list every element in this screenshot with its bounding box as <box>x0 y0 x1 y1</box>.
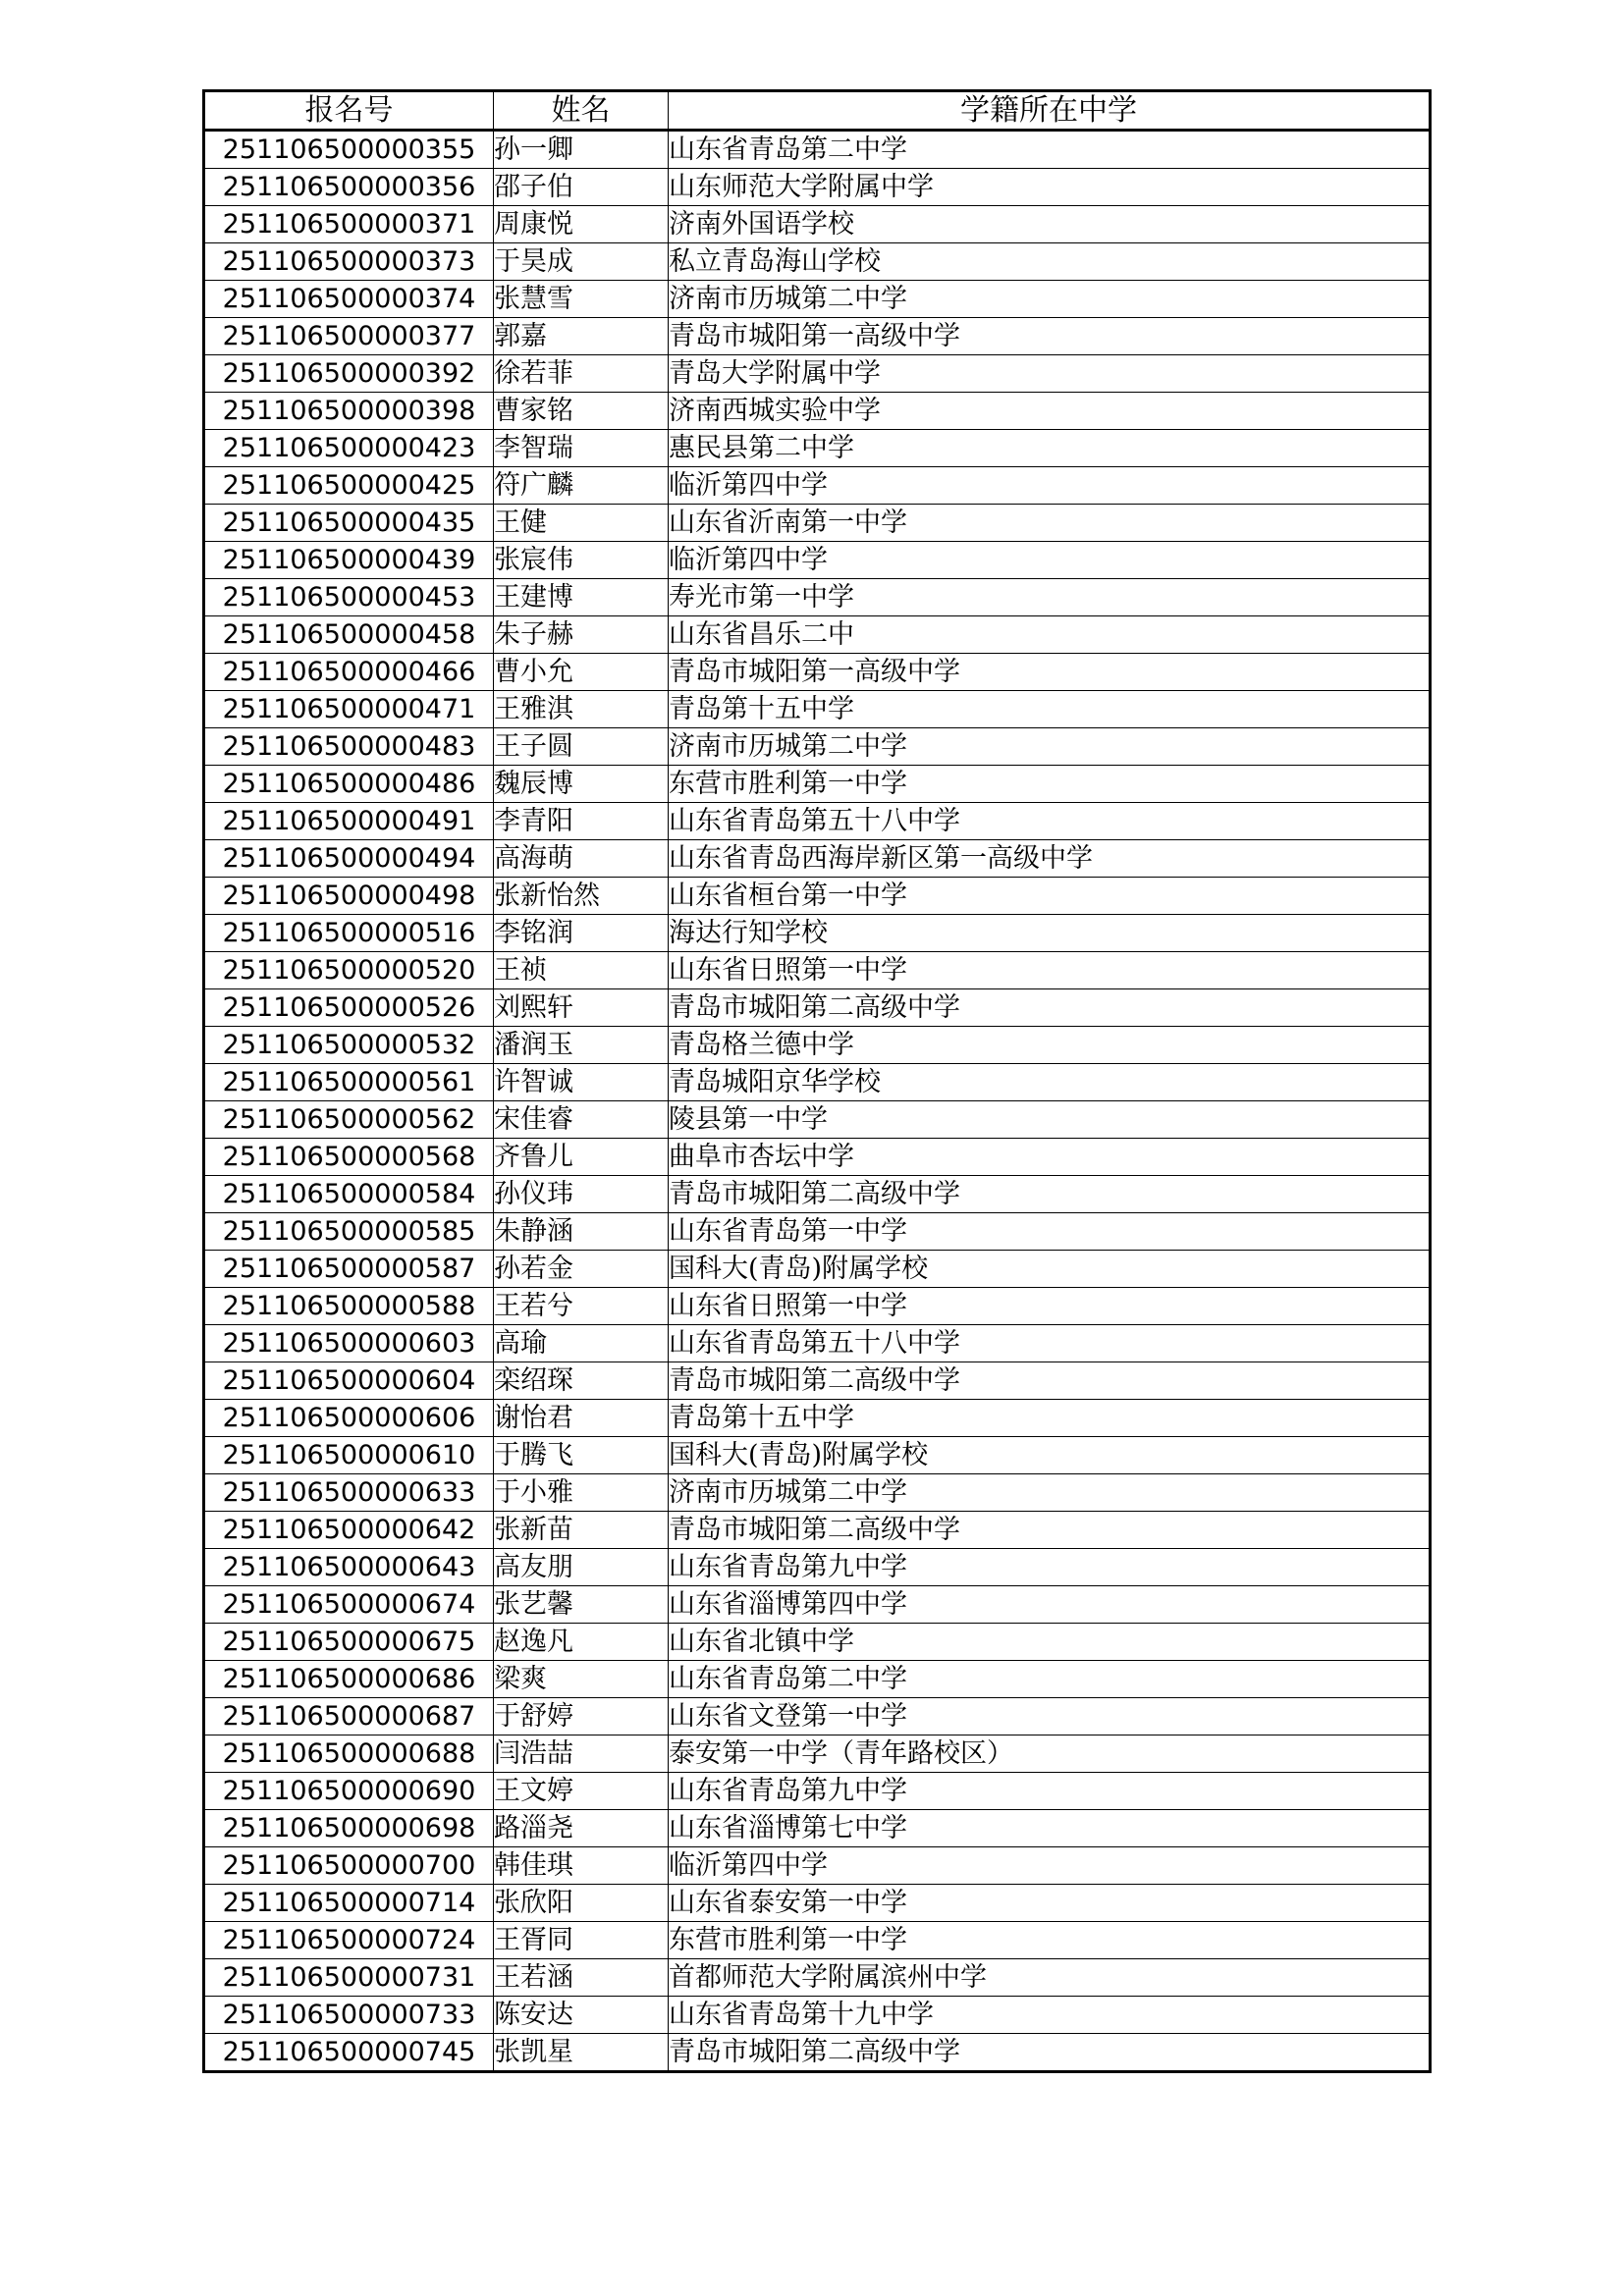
student-name-cell: 闫浩喆 <box>494 1735 669 1773</box>
student-name-cell: 于舒婷 <box>494 1698 669 1735</box>
student-name-cell: 张欣阳 <box>494 1885 669 1922</box>
student-name-cell: 王祯 <box>494 952 669 989</box>
school-cell: 青岛城阳京华学校 <box>669 1064 1431 1101</box>
table-row <box>204 281 1431 318</box>
table-row <box>204 467 1431 505</box>
header-school: 学籍所在中学 <box>669 91 1431 131</box>
registration-number-cell: 251106500000520 <box>204 952 494 989</box>
table-row <box>204 1810 1431 1847</box>
school-cell: 青岛市城阳第二高级中学 <box>669 1176 1431 1213</box>
student-name-cell: 朱子赫 <box>494 616 669 654</box>
school-cell: 首都师范大学附属滨州中学 <box>669 1959 1431 1997</box>
header-student-name: 姓名 <box>494 91 669 131</box>
enrollment-table <box>202 89 1432 2073</box>
school-cell: 山东省沂南第一中学 <box>669 505 1431 542</box>
table-row <box>204 1325 1431 1362</box>
table-row <box>204 1512 1431 1549</box>
school-cell: 济南市历城第二中学 <box>669 1474 1431 1512</box>
student-name-cell: 王雅淇 <box>494 691 669 728</box>
table-row <box>204 1586 1431 1624</box>
registration-number-cell: 251106500000568 <box>204 1139 494 1176</box>
header-registration-number: 报名号 <box>204 91 494 131</box>
registration-number-cell: 251106500000643 <box>204 1549 494 1586</box>
table-row <box>204 728 1431 766</box>
school-cell: 山东省桓台第一中学 <box>669 878 1431 915</box>
school-cell: 国科大(青岛)附属学校 <box>669 1437 1431 1474</box>
student-name-cell: 张新苗 <box>494 1512 669 1549</box>
registration-number-cell: 251106500000423 <box>204 430 494 467</box>
table-row <box>204 579 1431 616</box>
registration-number-cell: 251106500000562 <box>204 1101 494 1139</box>
registration-number-cell: 251106500000377 <box>204 318 494 355</box>
registration-number-cell: 251106500000604 <box>204 1362 494 1400</box>
registration-number-cell: 251106500000494 <box>204 840 494 878</box>
registration-number-cell: 251106500000733 <box>204 1997 494 2034</box>
registration-number-cell: 251106500000606 <box>204 1400 494 1437</box>
student-name-cell: 韩佳琪 <box>494 1847 669 1885</box>
student-name-cell: 徐若菲 <box>494 355 669 393</box>
school-cell: 山东省青岛第二中学 <box>669 1661 1431 1698</box>
table-row <box>204 206 1431 243</box>
registration-number-cell: 251106500000435 <box>204 505 494 542</box>
registration-number-cell: 251106500000392 <box>204 355 494 393</box>
student-name-cell: 李铭润 <box>494 915 669 952</box>
table-row <box>204 1698 1431 1735</box>
student-name-cell: 张艺馨 <box>494 1586 669 1624</box>
table-row <box>204 1922 1431 1959</box>
table-row <box>204 2034 1431 2072</box>
student-name-cell: 赵逸凡 <box>494 1624 669 1661</box>
registration-number-cell: 251106500000356 <box>204 169 494 206</box>
student-name-cell: 魏辰博 <box>494 766 669 803</box>
student-name-cell: 宋佳睿 <box>494 1101 669 1139</box>
table-row <box>204 616 1431 654</box>
school-cell: 山东省淄博第四中学 <box>669 1586 1431 1624</box>
registration-number-cell: 251106500000698 <box>204 1810 494 1847</box>
school-cell: 惠民县第二中学 <box>669 430 1431 467</box>
school-cell: 临沂第四中学 <box>669 467 1431 505</box>
table-row <box>204 803 1431 840</box>
table-row <box>204 430 1431 467</box>
student-name-cell: 于小雅 <box>494 1474 669 1512</box>
registration-number-cell: 251106500000532 <box>204 1027 494 1064</box>
student-name-cell: 曹小允 <box>494 654 669 691</box>
table-row <box>204 1064 1431 1101</box>
school-cell: 青岛第十五中学 <box>669 691 1431 728</box>
table-row <box>204 355 1431 393</box>
table-row <box>204 1997 1431 2034</box>
student-name-cell: 邵子伯 <box>494 169 669 206</box>
table-row <box>204 505 1431 542</box>
student-name-cell: 路淄尧 <box>494 1810 669 1847</box>
table-row <box>204 1288 1431 1325</box>
school-cell: 山东省泰安第一中学 <box>669 1885 1431 1922</box>
school-cell: 山东省日照第一中学 <box>669 952 1431 989</box>
table-header-row <box>204 91 1431 131</box>
table-body <box>204 131 1431 2072</box>
registration-number-cell: 251106500000633 <box>204 1474 494 1512</box>
table-row <box>204 1847 1431 1885</box>
registration-number-cell: 251106500000471 <box>204 691 494 728</box>
registration-number-cell: 251106500000491 <box>204 803 494 840</box>
registration-number-cell: 251106500000516 <box>204 915 494 952</box>
registration-number-cell: 251106500000425 <box>204 467 494 505</box>
student-name-cell: 于昊成 <box>494 243 669 281</box>
table-row <box>204 654 1431 691</box>
registration-number-cell: 251106500000439 <box>204 542 494 579</box>
school-cell: 山东省青岛第二中学 <box>669 131 1431 169</box>
registration-number-cell: 251106500000642 <box>204 1512 494 1549</box>
school-cell: 青岛大学附属中学 <box>669 355 1431 393</box>
student-name-cell: 周康悦 <box>494 206 669 243</box>
registration-number-cell: 251106500000587 <box>204 1251 494 1288</box>
school-cell: 青岛市城阳第一高级中学 <box>669 654 1431 691</box>
student-name-cell: 王若兮 <box>494 1288 669 1325</box>
table-row <box>204 1549 1431 1586</box>
registration-number-cell: 251106500000498 <box>204 878 494 915</box>
registration-number-cell: 251106500000675 <box>204 1624 494 1661</box>
registration-number-cell: 251106500000687 <box>204 1698 494 1735</box>
school-cell: 山东省青岛第十九中学 <box>669 1997 1431 2034</box>
student-name-cell: 高友朋 <box>494 1549 669 1586</box>
registration-number-cell: 251106500000466 <box>204 654 494 691</box>
student-name-cell: 栾绍琛 <box>494 1362 669 1400</box>
table-row <box>204 1101 1431 1139</box>
school-cell: 寿光市第一中学 <box>669 579 1431 616</box>
table-row <box>204 1773 1431 1810</box>
table-row <box>204 1176 1431 1213</box>
school-cell: 山东省昌乐二中 <box>669 616 1431 654</box>
table-row <box>204 1735 1431 1773</box>
school-cell: 济南西城实验中学 <box>669 393 1431 430</box>
school-cell: 山东省青岛第九中学 <box>669 1773 1431 1810</box>
student-name-cell: 王子圆 <box>494 728 669 766</box>
table-row <box>204 1474 1431 1512</box>
school-cell: 山东省青岛西海岸新区第一高级中学 <box>669 840 1431 878</box>
school-cell: 东营市胜利第一中学 <box>669 766 1431 803</box>
student-name-cell: 张新怡然 <box>494 878 669 915</box>
table-row <box>204 1400 1431 1437</box>
student-name-cell: 曹家铭 <box>494 393 669 430</box>
school-cell: 私立青岛海山学校 <box>669 243 1431 281</box>
student-name-cell: 张慧雪 <box>494 281 669 318</box>
registration-number-cell: 251106500000526 <box>204 989 494 1027</box>
student-name-cell: 张凯星 <box>494 2034 669 2072</box>
table-row <box>204 1624 1431 1661</box>
registration-number-cell: 251106500000371 <box>204 206 494 243</box>
student-name-cell: 符广麟 <box>494 467 669 505</box>
registration-number-cell: 251106500000355 <box>204 131 494 169</box>
school-cell: 山东省青岛第五十八中学 <box>669 1325 1431 1362</box>
table-row <box>204 1437 1431 1474</box>
registration-number-cell: 251106500000588 <box>204 1288 494 1325</box>
school-cell: 青岛第十五中学 <box>669 1400 1431 1437</box>
school-cell: 青岛格兰德中学 <box>669 1027 1431 1064</box>
school-cell: 临沂第四中学 <box>669 542 1431 579</box>
registration-number-cell: 251106500000688 <box>204 1735 494 1773</box>
student-name-cell: 刘熙轩 <box>494 989 669 1027</box>
registration-number-cell: 251106500000731 <box>204 1959 494 1997</box>
student-name-cell: 高海萌 <box>494 840 669 878</box>
table-row <box>204 878 1431 915</box>
school-cell: 济南市历城第二中学 <box>669 728 1431 766</box>
table-row <box>204 915 1431 952</box>
student-name-cell: 李青阳 <box>494 803 669 840</box>
school-cell: 青岛市城阳第一高级中学 <box>669 318 1431 355</box>
registration-number-cell: 251106500000714 <box>204 1885 494 1922</box>
school-cell: 济南市历城第二中学 <box>669 281 1431 318</box>
registration-number-cell: 251106500000674 <box>204 1586 494 1624</box>
table-row <box>204 131 1431 169</box>
registration-number-cell: 251106500000483 <box>204 728 494 766</box>
registration-number-cell: 251106500000453 <box>204 579 494 616</box>
table-row <box>204 1959 1431 1997</box>
school-cell: 山东省文登第一中学 <box>669 1698 1431 1735</box>
registration-number-cell: 251106500000745 <box>204 2034 494 2072</box>
student-name-cell: 梁爽 <box>494 1661 669 1698</box>
registration-number-cell: 251106500000584 <box>204 1176 494 1213</box>
table-row <box>204 989 1431 1027</box>
registration-number-cell: 251106500000724 <box>204 1922 494 1959</box>
student-name-cell: 于腾飞 <box>494 1437 669 1474</box>
student-name-cell: 孙仪玮 <box>494 1176 669 1213</box>
student-name-cell: 高瑜 <box>494 1325 669 1362</box>
table-row <box>204 1027 1431 1064</box>
table-row <box>204 1139 1431 1176</box>
table-row <box>204 1661 1431 1698</box>
school-cell: 山东省淄博第七中学 <box>669 1810 1431 1847</box>
school-cell: 山东省日照第一中学 <box>669 1288 1431 1325</box>
school-cell: 山东省北镇中学 <box>669 1624 1431 1661</box>
table-row <box>204 766 1431 803</box>
student-name-cell: 朱静涵 <box>494 1213 669 1251</box>
student-name-cell: 孙若金 <box>494 1251 669 1288</box>
registration-number-cell: 251106500000690 <box>204 1773 494 1810</box>
registration-number-cell: 251106500000603 <box>204 1325 494 1362</box>
student-name-cell: 孙一卿 <box>494 131 669 169</box>
registration-number-cell: 251106500000610 <box>204 1437 494 1474</box>
student-name-cell: 王建博 <box>494 579 669 616</box>
school-cell: 泰安第一中学（青年路校区） <box>669 1735 1431 1773</box>
school-cell: 东营市胜利第一中学 <box>669 1922 1431 1959</box>
school-cell: 曲阜市杏坛中学 <box>669 1139 1431 1176</box>
registration-number-cell: 251106500000561 <box>204 1064 494 1101</box>
student-name-cell: 潘润玉 <box>494 1027 669 1064</box>
table-row <box>204 1213 1431 1251</box>
registration-number-cell: 251106500000585 <box>204 1213 494 1251</box>
registration-number-cell: 251106500000686 <box>204 1661 494 1698</box>
school-cell: 青岛市城阳第二高级中学 <box>669 1362 1431 1400</box>
school-cell: 青岛市城阳第二高级中学 <box>669 989 1431 1027</box>
table-row <box>204 840 1431 878</box>
table-row <box>204 393 1431 430</box>
registration-number-cell: 251106500000373 <box>204 243 494 281</box>
student-name-cell: 许智诚 <box>494 1064 669 1101</box>
student-name-cell: 王若涵 <box>494 1959 669 1997</box>
table-row <box>204 1251 1431 1288</box>
table-row <box>204 952 1431 989</box>
table-row <box>204 1885 1431 1922</box>
student-name-cell: 王文婷 <box>494 1773 669 1810</box>
student-name-cell: 李智瑞 <box>494 430 669 467</box>
school-cell: 山东省青岛第九中学 <box>669 1549 1431 1586</box>
table-row <box>204 542 1431 579</box>
student-name-cell: 王胥同 <box>494 1922 669 1959</box>
table-row <box>204 1362 1431 1400</box>
school-cell: 陵县第一中学 <box>669 1101 1431 1139</box>
student-name-cell: 谢怡君 <box>494 1400 669 1437</box>
student-name-cell: 王健 <box>494 505 669 542</box>
table-row <box>204 169 1431 206</box>
student-name-cell: 陈安达 <box>494 1997 669 2034</box>
school-cell: 山东省青岛第五十八中学 <box>669 803 1431 840</box>
student-name-cell: 齐鲁儿 <box>494 1139 669 1176</box>
school-cell: 国科大(青岛)附属学校 <box>669 1251 1431 1288</box>
school-cell: 青岛市城阳第二高级中学 <box>669 2034 1431 2072</box>
table-row <box>204 691 1431 728</box>
school-cell: 山东省青岛第一中学 <box>669 1213 1431 1251</box>
registration-number-cell: 251106500000398 <box>204 393 494 430</box>
school-cell: 海达行知学校 <box>669 915 1431 952</box>
table-row <box>204 243 1431 281</box>
school-cell: 青岛市城阳第二高级中学 <box>669 1512 1431 1549</box>
registration-number-cell: 251106500000700 <box>204 1847 494 1885</box>
school-cell: 济南外国语学校 <box>669 206 1431 243</box>
registration-number-cell: 251106500000374 <box>204 281 494 318</box>
student-name-cell: 郭嘉 <box>494 318 669 355</box>
registration-number-cell: 251106500000486 <box>204 766 494 803</box>
registration-number-cell: 251106500000458 <box>204 616 494 654</box>
student-name-cell: 张宸伟 <box>494 542 669 579</box>
table-row <box>204 318 1431 355</box>
school-cell: 临沂第四中学 <box>669 1847 1431 1885</box>
school-cell: 山东师范大学附属中学 <box>669 169 1431 206</box>
